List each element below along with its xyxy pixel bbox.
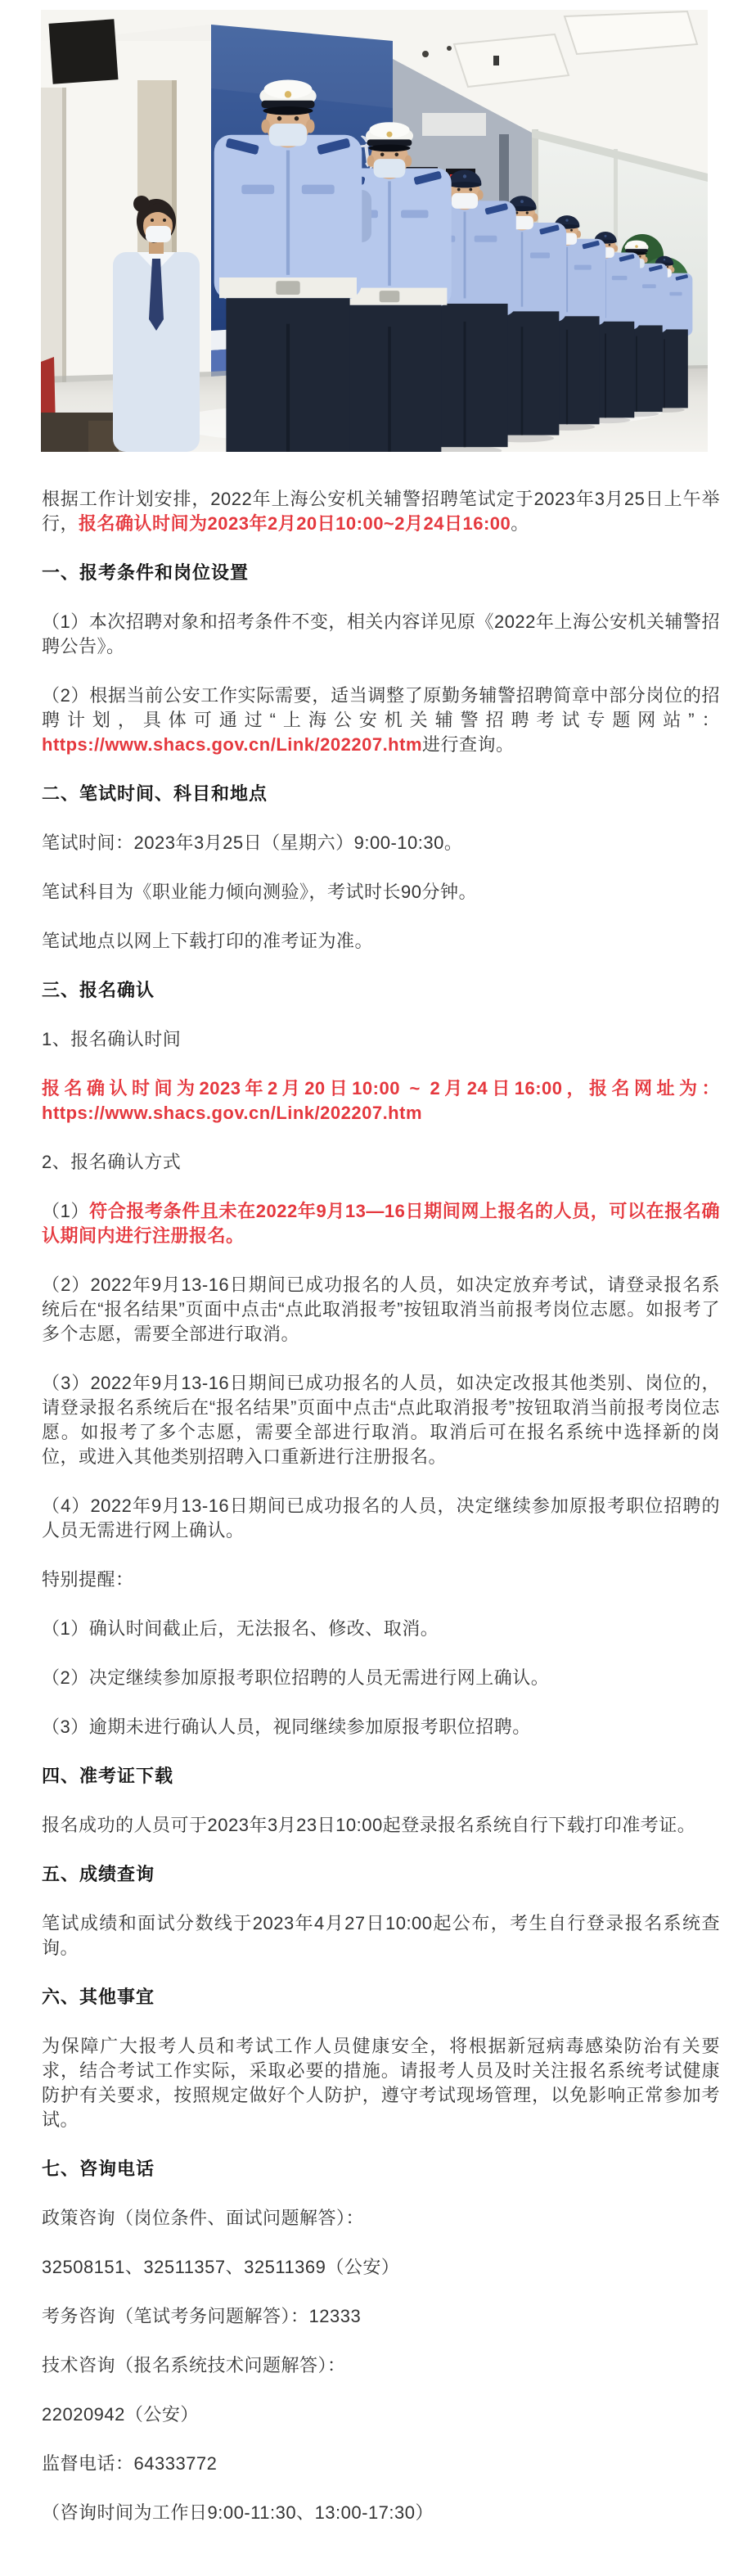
- subheading-confirm-method: 2、报名确认方式: [42, 1152, 182, 1172]
- section-heading-5: 五、成绩查询: [42, 1864, 155, 1884]
- paragraph-exam-subject: 笔试科目为《职业能力倾向测验》，考试时长90分钟。: [42, 882, 477, 902]
- paragraph-confirm-2: （2）2022年9月13-16日期间已成功报名的人员，如决定放弃考试，请登录报名系统后在“报名结果”页面中点击“点此取消报考”按钮取消当前报考岗位志愿。如报考了多个志愿，需要全部进行取消。: [42, 1274, 720, 1344]
- conditions-2-text: （2）根据当前公安工作实际需要，适当调整了原勤务辅警招聘简章中部分岗位的招聘计划，具体可通过“上海公安机关辅警招聘考试专题网站”：: [42, 685, 720, 730]
- photo-illustration: [41, 10, 708, 452]
- section-heading-2: 二、笔试时间、科目和地点: [42, 783, 268, 804]
- paragraph-confirm-1: [42, 1199, 720, 1248]
- intro-period: 。: [511, 513, 529, 534]
- paragraph-exam-consult: 考务咨询（笔试考务问题解答）：12333: [42, 2306, 362, 2326]
- article-body: [0, 452, 756, 2574]
- paragraph-exam-time: 笔试时间：2023年3月25日（星期六）9:00-10:30。: [42, 832, 463, 853]
- registration-link[interactable]: https://www.shacs.gov.cn/Link/202207.htm: [42, 734, 423, 755]
- paragraph-reminder-2: （2）决定继续参加原报考职位招聘的人员无需进行网上确认。: [42, 1667, 550, 1688]
- registration-link[interactable]: https://www.shacs.gov.cn/Link/202207.htm: [42, 1103, 423, 1123]
- intro-paragraph: [42, 487, 720, 536]
- paragraph-admission-ticket: 报名成功的人员可于2023年3月23日10:00起登录报名系统自行下载打印准考证。: [42, 1815, 696, 1835]
- section-heading-1: 一、报考条件和岗位设置: [42, 562, 250, 583]
- paragraph-reminder-title: 特别提醒：: [42, 1569, 134, 1590]
- section-heading-7: 七、咨询电话: [42, 2159, 155, 2179]
- officer-figure: [214, 80, 362, 453]
- paragraph-other-matters: 为保障广大报考人员和考试工作人员健康安全，将根据新冠病毒感染防治有关要求，结合考试工作实际，采取必要的措施。请报考人员及时关注报名系统考试健康防护有关要求，按照规定做好个人防护，遵守考试现场管理，以免影响正常参加考试。: [42, 2036, 720, 2130]
- intro-highlight: 报名确认时间为2023年2月20日10:00~2月24日16:00: [79, 513, 511, 534]
- article-page: [0, 10, 756, 2574]
- confirm-time-highlight: 报名确认时间为2023年2月20日10:00 ~ 2月24日16:00，报名网址为：: [42, 1078, 720, 1099]
- section-heading-4: 四、准考证下载: [42, 1766, 174, 1786]
- paragraph-conditions-2: [42, 683, 720, 757]
- confirm-1-highlight: 符合报考条件且未在2022年9月13—16日期间网上报名的人员，可以在报名确认期间内进行注册报名。: [42, 1201, 720, 1246]
- section-heading-3: 三、报名确认: [42, 980, 155, 1000]
- paragraph-policy-consult: 政策咨询（岗位条件、面试问题解答）：: [42, 2208, 365, 2228]
- paragraph-supervision-phone: 监督电话：64333772: [42, 2453, 218, 2474]
- paragraph-policy-phones: 32508151、32511357、32511369（公安）: [42, 2257, 400, 2277]
- paragraph-score-query: 笔试成绩和面试分数线于2023年4月27日10:00起公布，考生自行登录报名系统查询。: [42, 1913, 720, 1958]
- paragraph-conditions-1: （1）本次招聘对象和招考条件不变，相关内容详见原《2022年上海公安机关辅警招聘公告》。: [42, 611, 720, 656]
- recruitment-photo: [41, 10, 708, 452]
- paragraph-confirm-4: （4）2022年9月13-16日期间已成功报名的人员，决定继续参加原报考职位招聘的人员无需进行网上确认。: [42, 1496, 720, 1541]
- paragraph-exam-location: 笔试地点以网上下载打印的准考证为准。: [42, 931, 374, 951]
- confirm-1-number: （1）: [42, 1201, 90, 1221]
- paragraph-consult-hours: （咨询时间为工作日9:00-11:30、13:00-17:30）: [42, 2502, 434, 2523]
- paragraph-confirm-3: （3）2022年9月13-16日期间已成功报名的人员，如决定改报其他类别、岗位的，请登录报名系统后在“报名结果”页面中点击“点此取消报考”按钮取消当前报考岗位志愿。如报考了多个志愿，需要全部进行取消。取消后可在报名系统中选择新的岗位，或进入其他类别招聘入口重新进行注册报名。: [42, 1373, 720, 1467]
- paragraph-confirm-time: [42, 1076, 720, 1126]
- subheading-confirm-time: 1、报名确认时间: [42, 1029, 182, 1049]
- intro-text: 根据工作计划安排，2022年上海公安机关辅警招聘笔试定于2023年3月25日上午举行，: [42, 489, 720, 534]
- paragraph-tech-consult: 技术咨询（报名系统技术问题解答）：: [42, 2355, 346, 2375]
- section-heading-6: 六、其他事宜: [42, 1987, 155, 2007]
- paragraph-tech-phone: 22020942（公安）: [42, 2404, 199, 2425]
- paragraph-reminder-3: （3）逾期未进行确认人员，视同继续参加原报考职位招聘。: [42, 1717, 531, 1737]
- conditions-2-tail: 进行查询。: [422, 734, 515, 755]
- paragraph-reminder-1: （1）确认时间截止后，无法报名、修改、取消。: [42, 1618, 439, 1639]
